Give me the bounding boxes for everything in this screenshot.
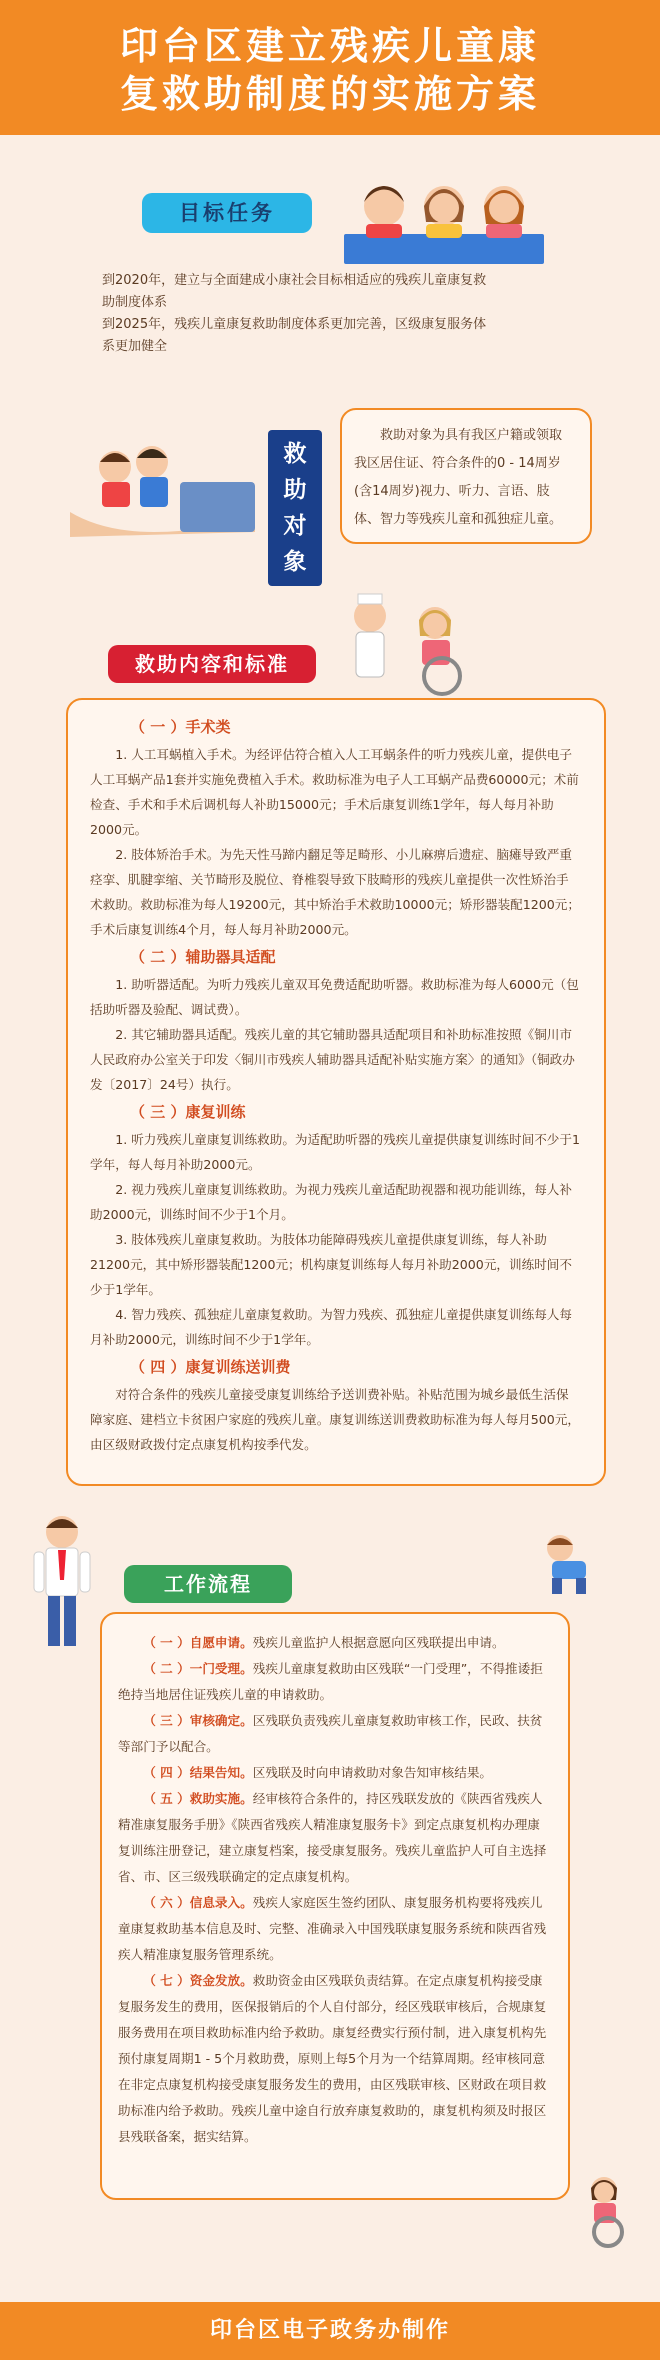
content-title: 救助内容和标准 — [108, 645, 316, 683]
workflow-item-lead: （ 四 ）结果告知。 — [143, 1765, 253, 1780]
workflow-item-text: 残疾儿童监护人根据意愿向区残联提出申请。 — [252, 1635, 505, 1650]
target-line: (含14周岁)视力、听力、言语、肢 — [354, 484, 550, 499]
workflow-item-text: 残疾儿童康复救助由区残联“一门受理”，不得推诿拒绝持当地居住证残疾儿童的申请救助。 — [118, 1661, 543, 1702]
workflow-item-text: 残疾人家庭医生签约团队、康复服务机构要将残疾儿童康复救助基本信息及时、完整、准确录入中国残联康复服务系统和陕西省残疾人精准康复服务管理系统。 — [118, 1895, 547, 1962]
workflow-item-lead: （ 一 ）自愿申请。 — [143, 1635, 253, 1650]
workflow-item — [118, 1630, 552, 1656]
target-line: 体、智力等残疾儿童和孤独症儿童。 — [354, 512, 563, 527]
target-line: 救助对象为具有我区户籍或领取 — [380, 428, 563, 443]
content-section-heading: （ 一 ）手术类 — [130, 718, 231, 736]
page-header — [0, 0, 660, 135]
workflow-item-lead: （ 五 ）救助实施。 — [143, 1791, 253, 1806]
content-section-heading: （ 四 ）康复训练送训费 — [130, 1358, 291, 1376]
workflow-title: 工作流程 — [124, 1565, 292, 1603]
children-illustration-icon — [344, 172, 544, 264]
target-tag-char: 救 — [283, 441, 307, 467]
content-paragraph: 4. 智力残疾、孤独症儿童康复救助。为智力残疾、孤独症儿童提供康复训练每人每月补助2000元，训练时间不少于1学年。 — [90, 1307, 572, 1347]
target-tag-char: 对 — [283, 513, 307, 539]
crawling-child-illustration-icon — [532, 1528, 602, 1596]
workflow-item — [118, 1890, 552, 1968]
boy-illustration-icon — [22, 1510, 102, 1660]
workflow-item — [118, 1656, 552, 1708]
workflow-item-lead: （ 七 ）资金发放。 — [143, 1973, 253, 1988]
target-tag-char: 助 — [283, 477, 307, 503]
helping-hand-illustration-icon — [60, 432, 260, 542]
content-paragraph: 对符合条件的残疾儿童接受康复训练给予送训费补贴。补贴范围为城乡最低生活保障家庭、建档立卡贫困户家庭的残疾儿童。康复训练送训费救助标准为每人每月500元，由区级财政拨付定点康复机构按季代发。 — [90, 1387, 581, 1452]
target-tag — [268, 430, 322, 586]
content-paragraph: 2. 肢体矫治手术。为先天性马蹄内翻足等足畸形、小儿麻痹后遗症、脑瘫导致严重痉挛、肌腱挛缩、关节畸形及脱位、脊椎裂导致下肢畸形的残疾儿童提供一次性矫治手术救助。救助标准为每人19200元，其中矫治手术救助10000元；矫形器装配1200元；手术后康复训练4个月，每人每月补助2000元。 — [90, 847, 580, 937]
workflow-item — [118, 1708, 552, 1760]
content-paragraph: 1. 听力残疾儿童康复训练救助。为适配助听器的残疾儿童提供康复训练时间不少于1学年，每人每月补助2000元。 — [90, 1132, 581, 1172]
goals-line: 到2020年，建立与全面建成小康社会目标相适应的残疾儿童康复救 — [102, 273, 487, 288]
workflow-item-text: 救助资金由区残联负责结算。在定点康复机构接受康复服务发生的费用，医保报销后的个人自付部分，经区残联审核后，合规康复服务费用在项目救助标准内给予救助。康复经费实行预付制，进入康复机构先预付康复周期1 - 5个月救助费，原则上每5个月为一个结算周期。经审核同意在非定点康复机构接受康复服务发生的费用，由区残联审核、区财政在项目救助标准内给予救助。残疾儿童中途自行放弃康复救助的，康复机构须及时报区县残联备案，据实结算。 — [118, 1973, 547, 2144]
goals-line: 到2025年，残疾儿童康复救助制度体系更加完善，区级康复服务体 — [102, 317, 487, 332]
content-paragraph: 1. 人工耳蜗植入手术。为经评估符合植入人工耳蜗条件的听力残疾儿童，提供电子人工耳蜗产品1套并实施免费植入手术。救助标准为电子人工耳蜗产品费60000元；术前检查、手术和手术后调机每人补助15000元；手术后康复训练1学年，每人每月补助2000元。 — [90, 747, 579, 837]
workflow-item-lead: （ 三 ）审核确定。 — [143, 1713, 253, 1728]
target-line: 我区居住证、符合条件的0 - 14周岁 — [354, 456, 561, 471]
wheelchair-girl-illustration-icon — [572, 2172, 642, 2250]
page-title-line-2: 复救助制度的实施方案 — [119, 72, 540, 116]
workflow-item-text: 区残联负责残疾儿童康复救助审核工作，民政、扶贫等部门予以配合。 — [118, 1713, 543, 1754]
goals-line: 系更加健全 — [102, 339, 168, 354]
content-paragraph: 2. 其它辅助器具适配。残疾儿童的其它辅助器具适配项目和补助标准按照《铜川市人民政府办公室关于印发〈铜川市残疾人辅助器具适配补贴实施方案〉的通知》（铜政办发〔2017〕24号）执行。 — [90, 1027, 575, 1092]
goals-text — [102, 270, 572, 358]
content-section-heading: （ 三 ）康复训练 — [130, 1103, 246, 1121]
goals-title: 目标任务 — [142, 193, 312, 233]
workflow-item-text: 区残联及时向申请救助对象告知审核结果。 — [252, 1765, 492, 1780]
content-paragraph: 3. 肢体残疾儿童康复救助。为肢体功能障碍残疾儿童提供康复训练，每人补助21200元，其中矫形器装配1200元；机构康复训练每人每月补助2000元，训练时间不少于1学年。 — [90, 1232, 572, 1297]
nurse-wheelchair-illustration-icon — [330, 588, 490, 698]
workflow-item — [118, 1968, 552, 2150]
content-section-heading: （ 二 ）辅助器具适配 — [130, 948, 276, 966]
workflow-item-text: 经审核符合条件的，持区残联发放的《陕西省残疾人精准康复服务手册》《陕西省残疾人精准康复服务卡》到定点康复机构办理康复训练注册登记，建立康复档案，接受康复服务。残疾儿童监护人可自主选择省、市、区三级残联确定的定点康复机构。 — [118, 1791, 547, 1884]
workflow-item — [118, 1786, 552, 1890]
goals-line: 助制度体系 — [102, 295, 168, 310]
content-box — [66, 698, 606, 1486]
workflow-box — [100, 1612, 570, 2200]
page-title-line-1: 印台区建立残疾儿童康 — [119, 24, 540, 68]
page-footer: 印台区电子政务办制作 — [0, 2302, 660, 2360]
content-paragraph: 1. 助听器适配。为听力残疾儿童双耳免费适配助听器。救助标准为每人6000元（包括助听器及验配、调试费）。 — [90, 977, 579, 1017]
workflow-item-lead: （ 六 ）信息录入。 — [143, 1895, 253, 1910]
target-box — [340, 408, 592, 544]
content-paragraph: 2. 视力残疾儿童康复训练救助。为视力残疾儿童适配助视器和视功能训练，每人补助2000元，训练时间不少于1个月。 — [90, 1182, 572, 1222]
workflow-item — [118, 1760, 552, 1786]
target-tag-char: 象 — [283, 549, 307, 575]
workflow-item-lead: （ 二 ）一门受理。 — [143, 1661, 253, 1676]
